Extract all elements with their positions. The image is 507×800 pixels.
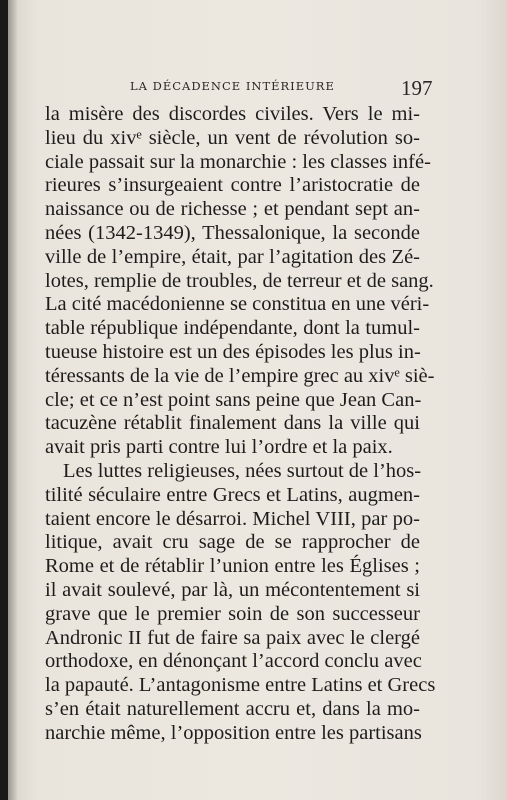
text-line: il avait soulevé, par là, un mécontentement si <box>45 578 420 601</box>
text-line: rieures s’insurgeaient contre l’aristocratie de <box>45 174 420 197</box>
text-line: ville de l’empire, était, par l’agitation des Zé- <box>45 245 420 268</box>
text-line: La cité macédonienne se constitua en une véri- <box>45 293 430 316</box>
text-line: la misère des discordes civiles. Vers le mi- <box>45 103 420 125</box>
text-line: lotes, remplie de troubles, de terreur et de sang. <box>45 269 434 292</box>
text-line: grave que le premier soin de son successeur <box>45 602 420 625</box>
text-line: taient encore le désarroi. Michel VIII, par po- <box>45 507 420 530</box>
text-line: Rome et de rétablir l’union entre les Églises ; <box>45 555 420 578</box>
text-line: tacuzène rétablit finalement dans la ville qui <box>45 412 420 435</box>
text-line: lieu du xivᵉ siècle, un vent de révolution so- <box>45 126 420 149</box>
text-line: s’en était naturellement accru et, dans la mo- <box>45 697 420 720</box>
running-title: LA DÉCADENCE INTÉRIEURE <box>130 79 335 93</box>
text-line-paragraph-end: avait pris parti contre lui l’ordre et la paix. <box>45 436 393 459</box>
text-line: tilité séculaire entre Grecs et Latins, augmen- <box>45 483 420 506</box>
running-head <box>8 76 507 106</box>
text-line: téressants de la vie de l’empire grec au xivᵉ siè- <box>45 364 435 387</box>
text-line: Andronic II fut de faire sa paix avec le clergé <box>45 626 420 649</box>
gutter-shadow <box>8 0 18 800</box>
text-line: naissance ou de richesse ; et pendant sept an- <box>45 198 420 221</box>
body-text <box>45 103 436 746</box>
text-line: cle; et ce n’est point sans peine que Jean Can- <box>45 388 422 411</box>
text-line: ciale passait sur la monarchie : les classes infé- <box>45 150 431 173</box>
page-number: 197 <box>401 76 433 100</box>
text-line: tueuse histoire est un des épisodes les plus in- <box>45 340 421 363</box>
book-page <box>8 0 507 800</box>
text-line-paragraph-start: Les luttes religieuses, nées surtout de l’hos- <box>63 459 422 482</box>
text-line: narchie même, l’opposition entre les partisans <box>45 721 422 744</box>
text-line: la papauté. L’antagonisme entre Latins et Grecs <box>45 674 436 697</box>
text-line: nées (1342-1349), Thessalonique, la seconde <box>45 221 420 244</box>
text-line: table république indépendante, dont la tumul- <box>45 317 420 340</box>
text-line: litique, avait cru sage de se rapprocher de <box>45 531 420 554</box>
text-line: orthodoxe, en dénonçant l’accord conclu avec <box>45 650 422 673</box>
